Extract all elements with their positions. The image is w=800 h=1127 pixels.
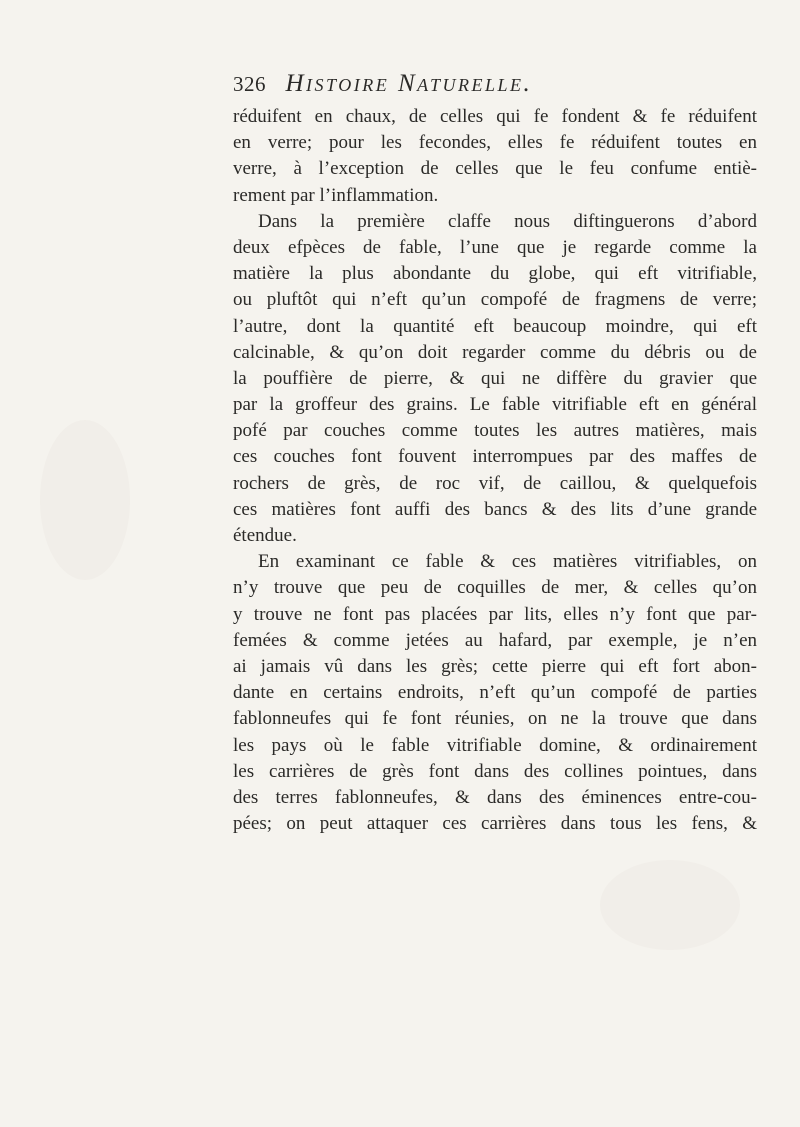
text-line: n’y trouve que peu de coquilles de mer, & celles qu’on: [233, 577, 757, 599]
text-line: En examinant ce fable & ces matières vitrifiables, on: [258, 551, 757, 573]
text-line: par la groffeur des grains. Le fable vitrifiable eft en général: [233, 394, 757, 416]
text-line: rement par l’inflammation.: [233, 184, 439, 206]
text-line: fablonneufes qui fe font réunies, on ne la trouve que dans: [233, 708, 757, 730]
text-line: la pouffière de pierre, & qui ne diffère du gravier que: [233, 367, 757, 389]
body-text: [233, 104, 757, 837]
text-line: rochers de grès, de roc vif, de caillou, & quelquefois: [233, 472, 757, 494]
text-line: ou pluftôt qui n’eft qu’un compofé de fragmens de verre;: [233, 289, 757, 311]
text-line: réduifent en chaux, de celles qui fe fondent & fe réduifent: [233, 106, 757, 127]
text-line: pofé par couches comme toutes les autres matières, mais: [233, 420, 757, 442]
text-line: femées & comme jetées au hafard, par exemple, je n’en: [233, 629, 757, 651]
text-line: les pays où le fable vitrifiable domine, & ordinairement: [233, 734, 757, 756]
text-line: ces couches font fouvent interrompues par des maffes de: [233, 446, 757, 468]
text-line: verre, à l’exception de celles que le feu confume entiè-: [233, 158, 757, 180]
page-number: 326: [233, 72, 266, 96]
text-line: pées; on peut attaquer ces carrières dans tous les fens, &: [233, 813, 757, 835]
text-line: y trouve ne font pas placées par lits, elles n’y font que par-: [233, 603, 757, 625]
paper-stain: [40, 420, 130, 580]
text-line: dante en certains endroits, n’eft qu’un compofé de parties: [233, 682, 757, 704]
text-line: Dans la première claffe nous diftinguerons d’abord: [258, 210, 757, 232]
page-header: [233, 70, 753, 104]
text-line: ces matières font auffi des bancs & des lits d’une grande: [233, 498, 757, 520]
text-line: matière la plus abondante du globe, qui eft vitrifiable,: [233, 263, 757, 285]
text-line: en verre; pour les fecondes, elles fe réduifent toutes en: [233, 132, 757, 154]
text-line: les carrières de grès font dans des collines pointues, dans: [233, 760, 757, 782]
text-line: ai jamais vû dans les grès; cette pierre qui eft fort abon-: [233, 655, 757, 677]
running-title: Histoire Naturelle.: [285, 70, 533, 97]
text-line: calcinable, & qu’on doit regarder comme du débris ou de: [233, 341, 757, 363]
paper-stain: [600, 860, 740, 950]
text-line: des terres fablonneufes, & dans des éminences entre-cou-: [233, 786, 757, 808]
text-line: deux efpèces de fable, l’une que je regarde comme la: [233, 236, 757, 258]
text-line: l’autre, dont la quantité eft beaucoup moindre, qui eft: [233, 315, 757, 337]
text-line: étendue.: [233, 525, 297, 546]
